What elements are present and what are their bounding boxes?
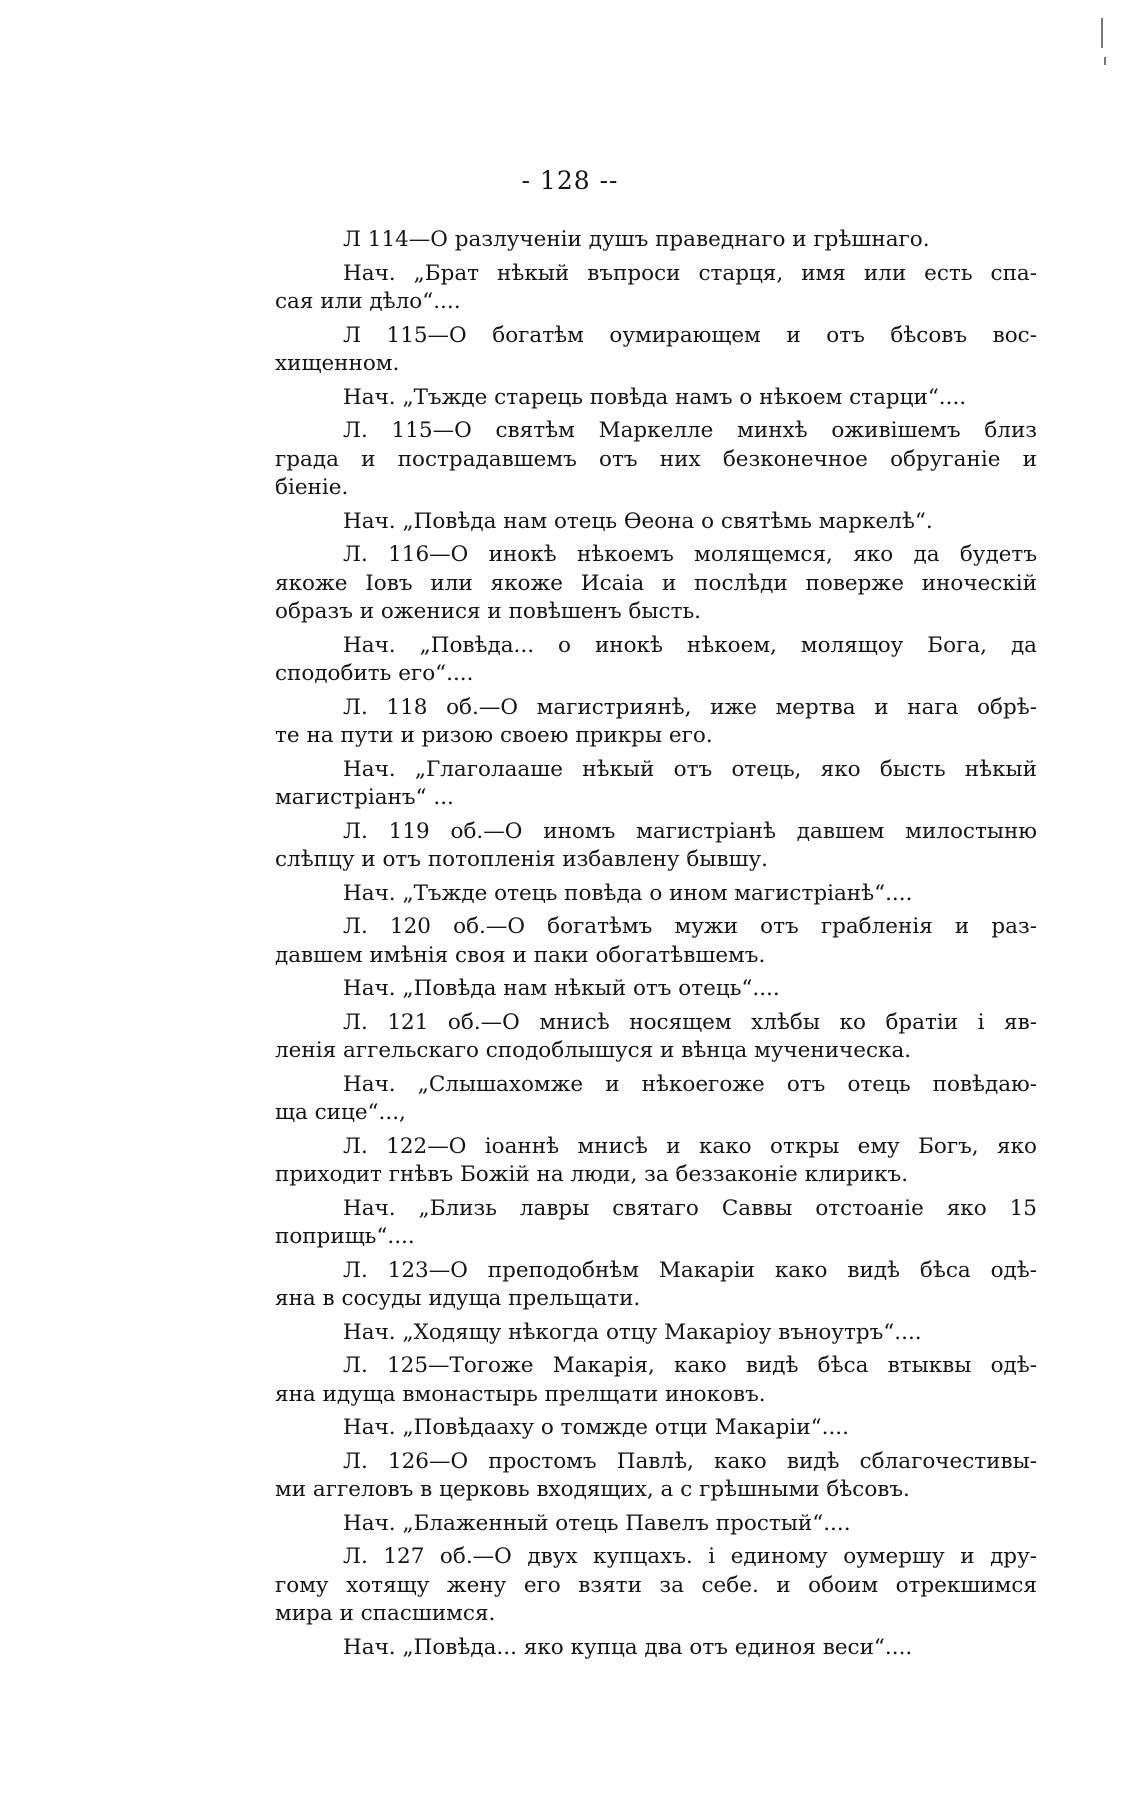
text-line: Нач. „Повѣда нам отець Ѳеона о святѣмь маркелѣ“.: [343, 508, 933, 534]
scan-edge-mark: [1104, 57, 1106, 65]
text-line: Л. 125—Тогоже Макарія, како видѣ бѣса втыквы одѣ-: [343, 1353, 1037, 1378]
text-line: Л 114—О разлученіи душъ праведнаго и грѣшнаго.: [343, 227, 930, 252]
text-line: Л. 126—О простомъ Павлѣ, како видѣ сблагочестивы-: [343, 1448, 1037, 1474]
text-line: Л. 118 об.—О магистриянѣ, иже мертва и нага обрѣ-: [343, 694, 1037, 720]
catalog-entry: [275, 818, 1037, 875]
catalog-entry: [275, 322, 1037, 379]
text-line: Нач. „Повѣда... о инокѣ нѣкоем, молящоу Бога, да: [343, 632, 1037, 658]
text-line: якоже Іовъ или якоже Исаіа и послѣди поверже иноческій: [275, 570, 1037, 596]
text-line: Нач. „Слышахомже и нѣкоегоже отъ отець повѣдаю-: [343, 1071, 1037, 1097]
catalog-entry: [275, 1133, 1037, 1190]
catalog-entry: [275, 417, 1037, 503]
catalog-entry: [275, 1510, 1037, 1539]
catalog-entry: [275, 1071, 1037, 1128]
text-line: Нач. „Ходящу нѣкогда отцу Макаріоу въноутръ“....: [343, 1319, 922, 1345]
catalog-entry: [275, 260, 1037, 317]
text-line: Нач. „Повѣда нам нѣкый отъ отець“....: [343, 976, 780, 1001]
text-line: хищенном.: [275, 351, 400, 376]
text-line: Л. 119 об.—О иномъ магистріанѣ давшем милостыню: [343, 818, 1037, 844]
text-line: приходит гнѣвъ Божій на люди, за беззаконіе клирикъ.: [275, 1162, 909, 1187]
text-line: Л. 123—О преподобнѣм Макаріи како видѣ бѣса одѣ-: [343, 1257, 1037, 1283]
text-line: біеніе.: [275, 475, 349, 500]
text-line: яна идуща вмонастырь прелщати иноковъ.: [275, 1381, 766, 1407]
text-line: Нач. „Повѣдааху о томжде отци Макаріи“....: [343, 1415, 849, 1440]
catalog-entry: [275, 541, 1037, 627]
text-line: сая или дѣло“....: [275, 289, 461, 314]
catalog-entry: [275, 1543, 1037, 1629]
page-number: - 128 --: [521, 166, 619, 195]
text-line: Нач. „Тъжде отець повѣда о ином магистріанѣ“....: [343, 880, 913, 906]
text-line: мира и спасшимся.: [275, 1601, 496, 1626]
text-line: Л. 127 об.—О двух купцахъ. і единому оумершу и дру-: [343, 1544, 1037, 1569]
catalog-text: [275, 226, 1037, 1667]
text-line: яна в сосуды идуща прельщати.: [275, 1286, 641, 1311]
catalog-entry: [275, 1009, 1037, 1066]
text-line: Л 115—О богатѣм оумирающем и отъ бѣсовъ вос-: [343, 322, 1037, 348]
catalog-entry: [275, 1352, 1037, 1409]
text-line: Л. 115—О святѣм Маркелле минхѣ оживішемъ близ: [343, 418, 1037, 443]
catalog-entry: [275, 694, 1037, 751]
text-line: ща сице“...,: [275, 1100, 406, 1125]
catalog-entry: [275, 1319, 1037, 1348]
text-line: Нач. „Тъжде старець повѣда намъ о нѣкоем старци“....: [343, 384, 967, 410]
catalog-entry: [275, 1257, 1037, 1314]
text-line: града и пострадавшемъ отъ них безконечное обруганіе и: [275, 446, 1037, 472]
text-line: те на пути и ризою своею прикры его.: [275, 723, 713, 748]
text-line: Л. 116—О инокѣ нѣкоемъ молящемся, яко да будетъ: [343, 542, 1037, 567]
text-line: Нач. „Брат нѣкый въпроси старця, имя или есть спа-: [343, 260, 1037, 286]
catalog-entry: [275, 975, 1037, 1004]
catalog-entry: [275, 1195, 1037, 1252]
catalog-entry: [275, 913, 1037, 970]
text-line: Нач. „Близь лавры святаго Саввы отстоаніе яко 15: [343, 1195, 1037, 1221]
catalog-entry: [275, 756, 1037, 813]
catalog-entry: [275, 384, 1037, 413]
text-line: сподобить его“....: [275, 661, 474, 686]
catalog-entry: [275, 1414, 1037, 1443]
text-line: поприщь“....: [275, 1224, 415, 1249]
text-line: гому хотящу жену его взяти за себе. и обоим отрекшимся: [275, 1572, 1037, 1598]
text-line: ми аггеловъ в церковь входящих, а с грѣшными бѣсовъ.: [275, 1477, 910, 1502]
text-line: ленія аггельскаго сподоблышуся и вѣнца мученическа.: [275, 1038, 912, 1063]
catalog-entry: [275, 1448, 1037, 1505]
text-line: магистріанъ“ ...: [275, 785, 454, 810]
catalog-entry: [275, 880, 1037, 909]
catalog-entry: [275, 1634, 1037, 1663]
text-line: Л. 122—О іоаннѣ мнисѣ и како откры ему Богъ, яко: [343, 1133, 1037, 1159]
text-line: Л. 120 об.—О богатѣмъ мужи отъ грабленія и раз-: [343, 914, 1037, 939]
text-line: Нач. „Блаженный отець Павелъ простый“....: [343, 1510, 851, 1536]
text-line: Нач. „Глаголааше нѣкый отъ отець, яко бысть нѣкый: [343, 756, 1037, 782]
scan-edge-mark: [1101, 18, 1103, 48]
catalog-entry: [275, 226, 1037, 255]
catalog-entry: [275, 508, 1037, 537]
text-line: давшем имѣнія своя и паки обогатѣвшемъ.: [275, 942, 766, 968]
catalog-entry: [275, 632, 1037, 689]
text-line: Л. 121 об.—О мнисѣ носящем хлѣбы ко братіи і яв-: [343, 1009, 1037, 1035]
text-line: слѣпцу и отъ потопленія избавлену бывшу.: [275, 847, 768, 872]
text-line: образъ и оженися и повѣшенъ бысть.: [275, 599, 702, 624]
text-line: Нач. „Повѣда... яко купца два отъ единоя веси“....: [343, 1634, 913, 1660]
